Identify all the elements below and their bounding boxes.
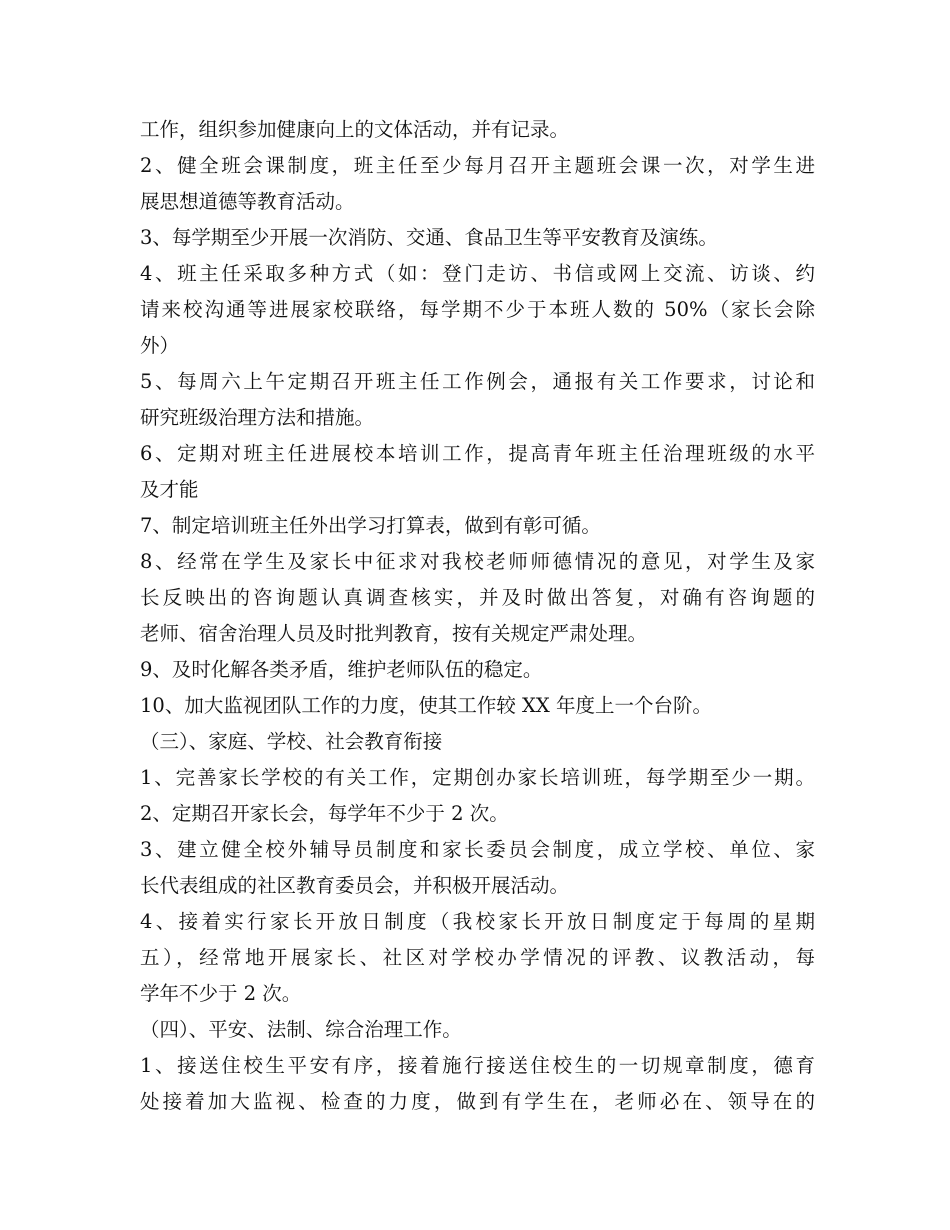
text-line: 老师、宿舍治理人员及时批判教育，按有关规定严肃处理。 — [140, 622, 648, 645]
text-line: 7、制定培训班主任外出学习打算表，做到有彰可循。 — [140, 514, 601, 537]
text-line: 五），经常地开展家长、社区对学校办学情况的评教、议教活动，每 — [140, 946, 815, 969]
text-line: 处接着加大监视、检查的力度，做到有学生在，老师必在、领导在的 — [140, 1090, 815, 1113]
text-line: 1、接送住校生平安有序，接着施行接送住校生的一切规章制度，德育 — [140, 1054, 815, 1077]
text-line: 6、定期对班主任进展校本培训工作，提高青年班主任治理班级的水平 — [140, 442, 815, 465]
text-line: 工作，组织参加健康向上的文体活动，并有记录。 — [140, 118, 570, 141]
text-line: 9、及时化解各类矛盾，维护老师队伍的稳定。 — [140, 658, 543, 681]
text-line: 2、定期召开家长会，每学年不少于 2 次。 — [140, 802, 509, 825]
text-line: 4、接着实行家长开放日制度（我校家长开放日制度定于每周的星期 — [140, 910, 815, 933]
text-line: 研究班级治理方法和措施。 — [140, 406, 375, 429]
document-body — [140, 112, 815, 1120]
text-line: 请来校沟通等进展家校联络，每学期不少于本班人数的 50%（家长会除 — [140, 298, 815, 321]
text-line: （四）、平安、法制、综合治理工作。 — [140, 1018, 462, 1041]
text-line: 5、每周六上午定期召开班主任工作例会，通报有关工作要求，讨论和 — [140, 370, 815, 393]
text-line: 2、健全班会课制度，班主任至少每月召开主题班会课一次，对学生进 — [140, 154, 815, 177]
text-line: 外） — [140, 334, 180, 357]
text-line: （三）、家庭、学校、社会教育衔接 — [140, 730, 443, 753]
text-line: 长反映出的咨询题认真调查核实，并及时做出答复，对确有咨询题的 — [140, 586, 815, 609]
text-line: 学年不少于 2 次。 — [140, 982, 302, 1005]
text-line: 1、完善家长学校的有关工作，定期创办家长培训班，每学期至少一期。 — [140, 766, 815, 789]
text-line: 展思想道德等教育活动。 — [140, 190, 355, 213]
text-line: 及才能 — [140, 478, 199, 501]
text-line: 10、加大监视团队工作的力度，使其工作较 XX 年度上一个台阶。 — [140, 694, 712, 717]
text-line: 8、经常在学生及家长中征求对我校老师师德情况的意见，对学生及家 — [140, 550, 815, 573]
text-line: 长代表组成的社区教育委员会，并积极开展活动。 — [140, 874, 570, 897]
text-line: 3、建立健全校外辅导员制度和家长委员会制度，成立学校、单位、家 — [140, 838, 815, 861]
text-line: 3、每学期至少开展一次消防、交通、食品卫生等平安教育及演练。 — [140, 226, 718, 249]
text-line: 4、班主任采取多种方式（如：登门走访、书信或网上交流、访谈、约 — [140, 262, 815, 285]
